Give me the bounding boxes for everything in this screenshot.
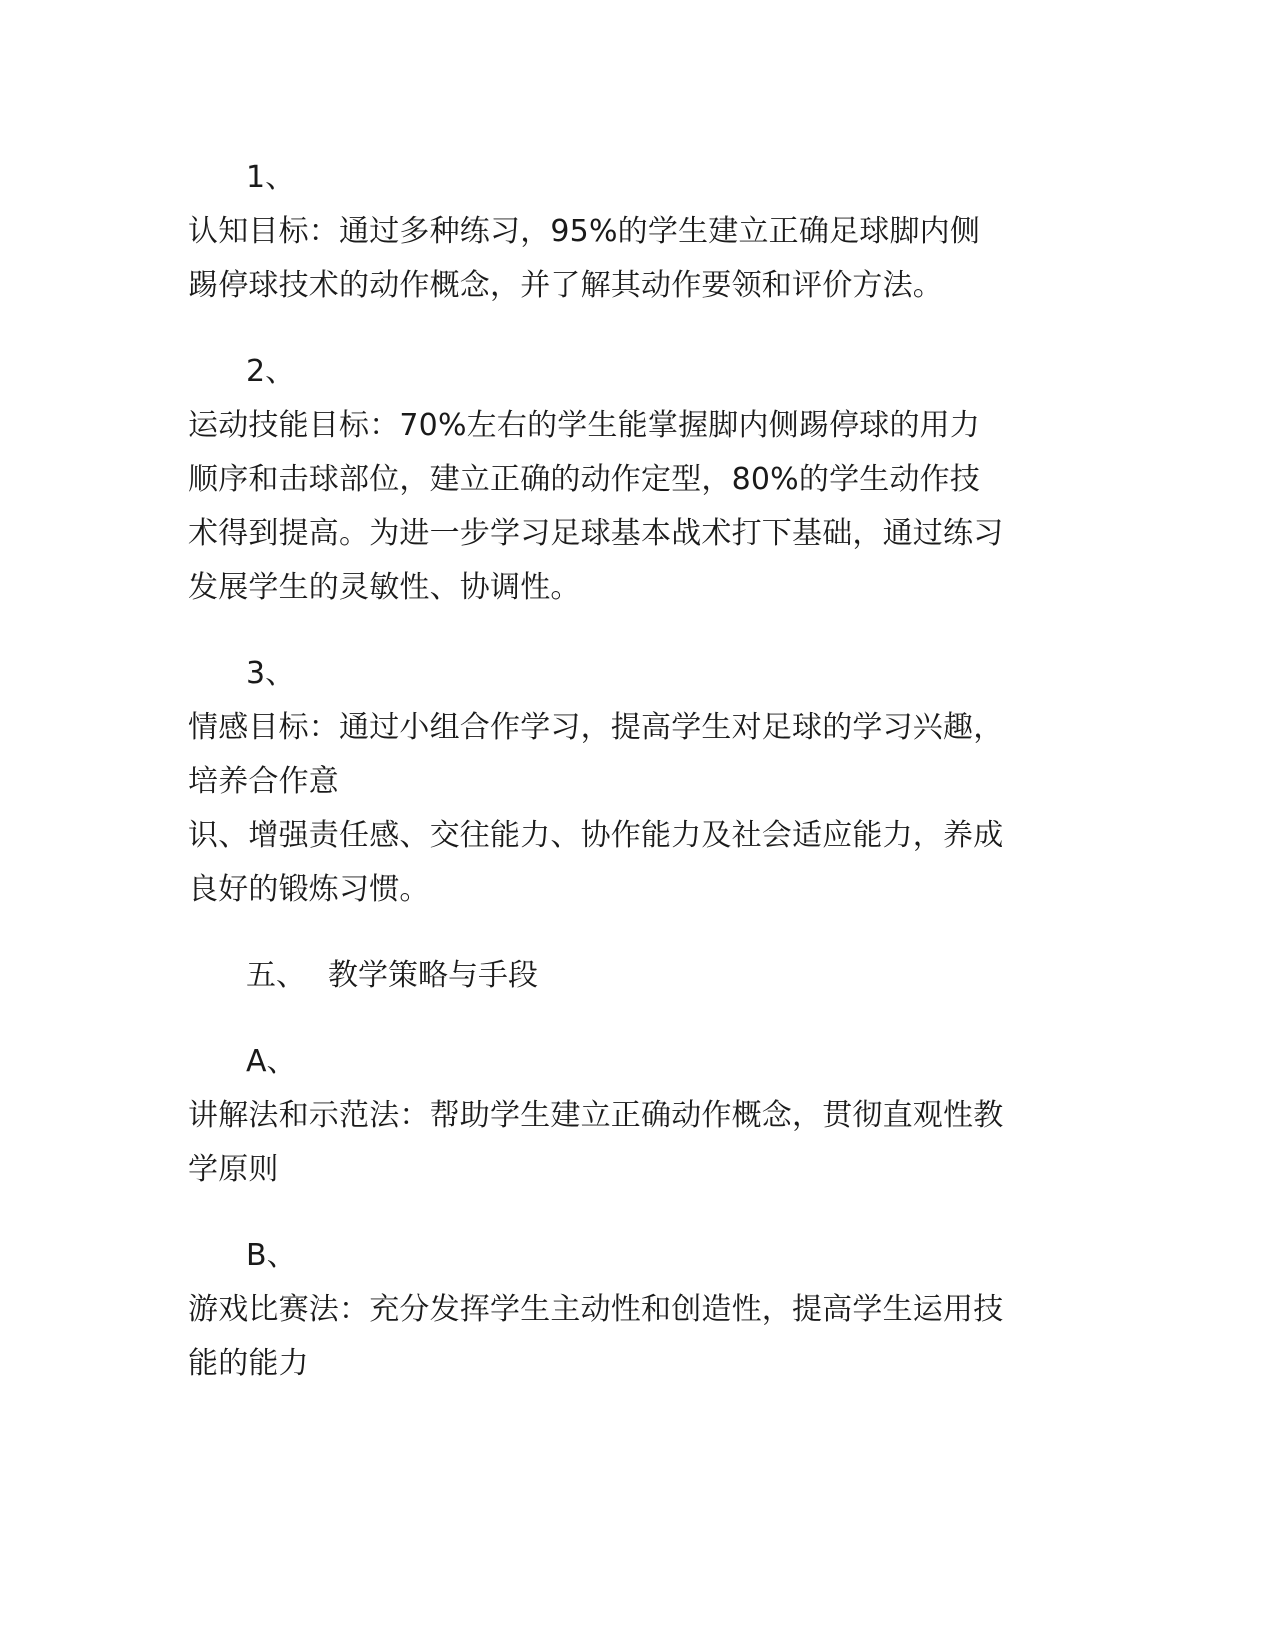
item-text-line: 识、增强责任感、交往能力、协作能力及社会适应能力，养成 — [188, 818, 1004, 853]
section-title: 教学策略与手段 — [328, 958, 538, 993]
item-text-line: 情感目标：通过小组合作学习，提高学生对足球的学习兴趣， — [188, 710, 1004, 745]
item-text-line: 培养合作意 — [188, 764, 339, 799]
item-text-line: 发展学生的灵敏性、协调性。 — [188, 570, 581, 605]
item-number: 2、 — [246, 354, 296, 389]
strategy-number: B、 — [246, 1238, 297, 1273]
strategy-text-line: 讲解法和示范法：帮助学生建立正确动作概念，贯彻直观性教 — [188, 1098, 1004, 1133]
item-text-line: 顺序和击球部位，建立正确的动作定型，80%的学生动作技 — [188, 462, 981, 497]
item-text-line: 术得到提高。为进一步学习足球基本战术打下基础，通过练习 — [188, 516, 1004, 551]
strategy-number: A、 — [246, 1044, 297, 1079]
item-text-line: 良好的锻炼习惯。 — [188, 872, 430, 907]
strategy-text-line: 学原则 — [188, 1152, 279, 1187]
item-text-line: 运动技能目标：70%左右的学生能掌握脚内侧踢停球的用力 — [188, 408, 981, 443]
item-number: 3、 — [246, 656, 296, 691]
item-text-line: 踢停球技术的动作概念，并了解其动作要领和评价方法。 — [188, 268, 943, 303]
section-number: 五、 — [246, 958, 306, 993]
strategy-text-line: 游戏比赛法：充分发挥学生主动性和创造性，提高学生运用技 — [188, 1292, 1004, 1327]
strategy-text-line: 能的能力 — [188, 1346, 309, 1381]
section-heading — [246, 956, 538, 996]
item-number: 1、 — [246, 160, 296, 195]
item-text-line: 认知目标：通过多种练习，95%的学生建立正确足球脚内侧 — [188, 214, 981, 249]
